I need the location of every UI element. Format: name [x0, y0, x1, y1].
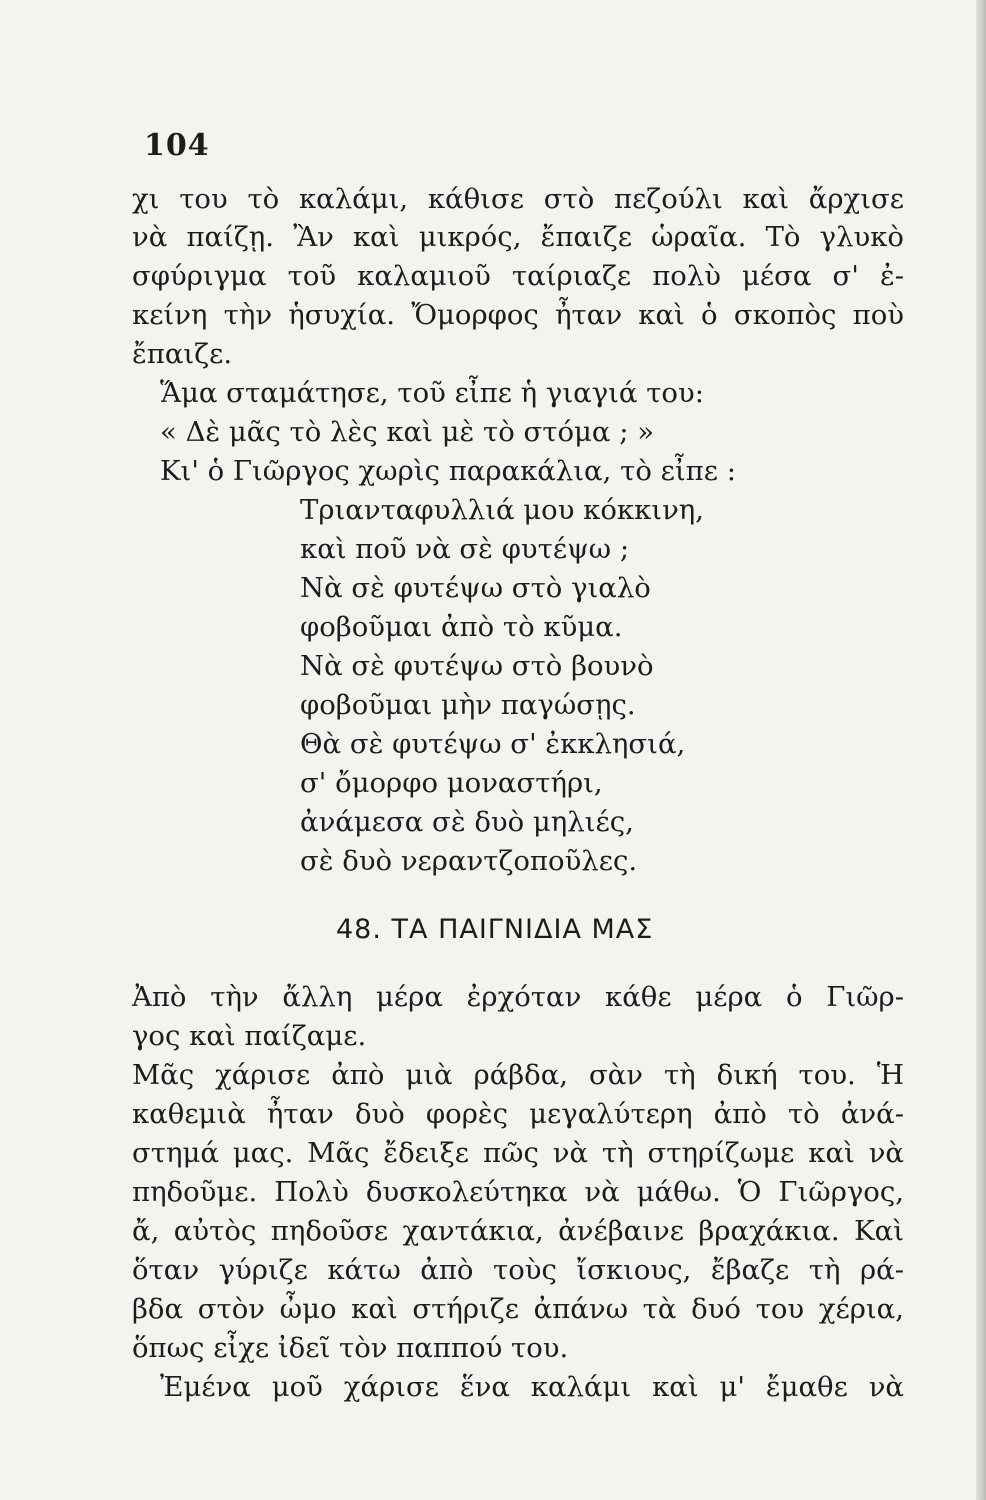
- paragraph4-line-4: πηδοῦμε. Πολὺ δυσκολεύτηκα νὰ μάθω. Ὁ Γιῶργος,: [132, 1176, 904, 1208]
- paragraph2-line-2: « Δὲ μᾶς τὸ λὲς καὶ μὲ τὸ στόμα ; »: [160, 416, 655, 448]
- paragraph2-line-1: Ἅμα σταμάτησε, τοῦ εἶπε ἡ γιαγιά του:: [160, 377, 704, 409]
- paragraph1-line-3: σφύριγμα τοῦ καλαμιοῦ ταίριαζε πολὺ μέσα σ' ἐ-: [132, 260, 904, 292]
- poem-line-3: Νὰ σὲ φυτέψω στὸ γιαλὸ: [300, 572, 651, 604]
- paragraph3-line-2: γος καὶ παίζαμε.: [132, 1020, 367, 1052]
- paragraph4-line-1: Μᾶς χάρισε ἀπὸ μιὰ ράβδα, σὰν τὴ δική του. Ἡ: [132, 1059, 904, 1091]
- paragraph2-line-3: Κι' ὁ Γιῶργος χωρὶς παρακάλια, τὸ εἶπε :: [160, 455, 736, 487]
- poem-line-8: σ' ὄμορφο μοναστήρι,: [300, 767, 603, 799]
- poem-line-4: φοβοῦμαι ἀπὸ τὸ κῦμα.: [300, 611, 623, 643]
- paragraph1-line-5: ἔπαιζε.: [132, 338, 233, 370]
- section-heading: 48. ΤΑ ΠΑΙΓΝΙΔΙΑ ΜΑΣ: [336, 914, 654, 945]
- poem-line-7: Θὰ σὲ φυτέψω σ' ἐκκλησιά,: [300, 728, 686, 760]
- poem-line-6: φοβοῦμαι μὴν παγώσῃς.: [300, 689, 636, 721]
- paragraph3-line-1: Ἀπὸ τὴν ἄλλη μέρα ἐρχόταν κάθε μέρα ὁ Γιῶρ-: [132, 981, 904, 1013]
- poem-line-1: Τριανταφυλλιά μου κόκκινη,: [300, 494, 705, 526]
- page-number: 104: [144, 128, 210, 163]
- poem-line-10: σὲ δυὸ νεραντζοποῦλες.: [300, 845, 638, 877]
- paragraph4-line-6: ὅταν γύριζε κάτω ἀπὸ τοὺς ἴσκιους, ἔβαζε τὴ ρά-: [132, 1254, 904, 1286]
- paragraph1-line-2: νὰ παίζῃ. Ἂν καὶ μικρός, ἔπαιζε ὡραῖα. Τὸ γλυκὸ: [132, 221, 904, 253]
- paragraph5-line-1: Ἐμένα μοῦ χάρισε ἕνα καλάμι καὶ μ' ἔμαθε νὰ: [160, 1371, 904, 1403]
- poem-line-2: καὶ ποῦ νὰ σὲ φυτέψω ;: [300, 533, 630, 565]
- paragraph4-line-5: ἄ, αὐτὸς πηδοῦσε χαντάκια, ἀνέβαινε βραχάκια. Καὶ: [132, 1215, 904, 1247]
- paragraph1-line-4: κείνη τὴν ἡσυχία. Ὄμορφος ἦταν καὶ ὁ σκοπὸς ποὺ: [132, 299, 904, 331]
- paragraph4-line-2: καθεμιὰ ἦταν δυὸ φορὲς μεγαλύτερη ἀπὸ τὸ ἀνά-: [132, 1098, 904, 1130]
- paragraph4-line-3: στημά μας. Μᾶς ἔδειξε πῶς νὰ τὴ στηρίζωμε καὶ νὰ: [132, 1137, 904, 1169]
- page-edge: [976, 0, 986, 1500]
- paragraph1-line-1: χι του τὸ καλάμι, κάθισε στὸ πεζούλι καὶ ἄρχισε: [132, 183, 904, 215]
- poem-line-5: Νὰ σὲ φυτέψω στὸ βουνὸ: [300, 650, 654, 682]
- paragraph4-line-7: βδα στὸν ὦμο καὶ στήριζε ἀπάνω τὰ δυό του χέρια,: [132, 1293, 904, 1325]
- paragraph4-line-8: ὅπως εἶχε ἰδεῖ τὸν παππού του.: [132, 1332, 569, 1364]
- poem-line-9: ἀνάμεσα σὲ δυὸ μηλιές,: [300, 806, 634, 838]
